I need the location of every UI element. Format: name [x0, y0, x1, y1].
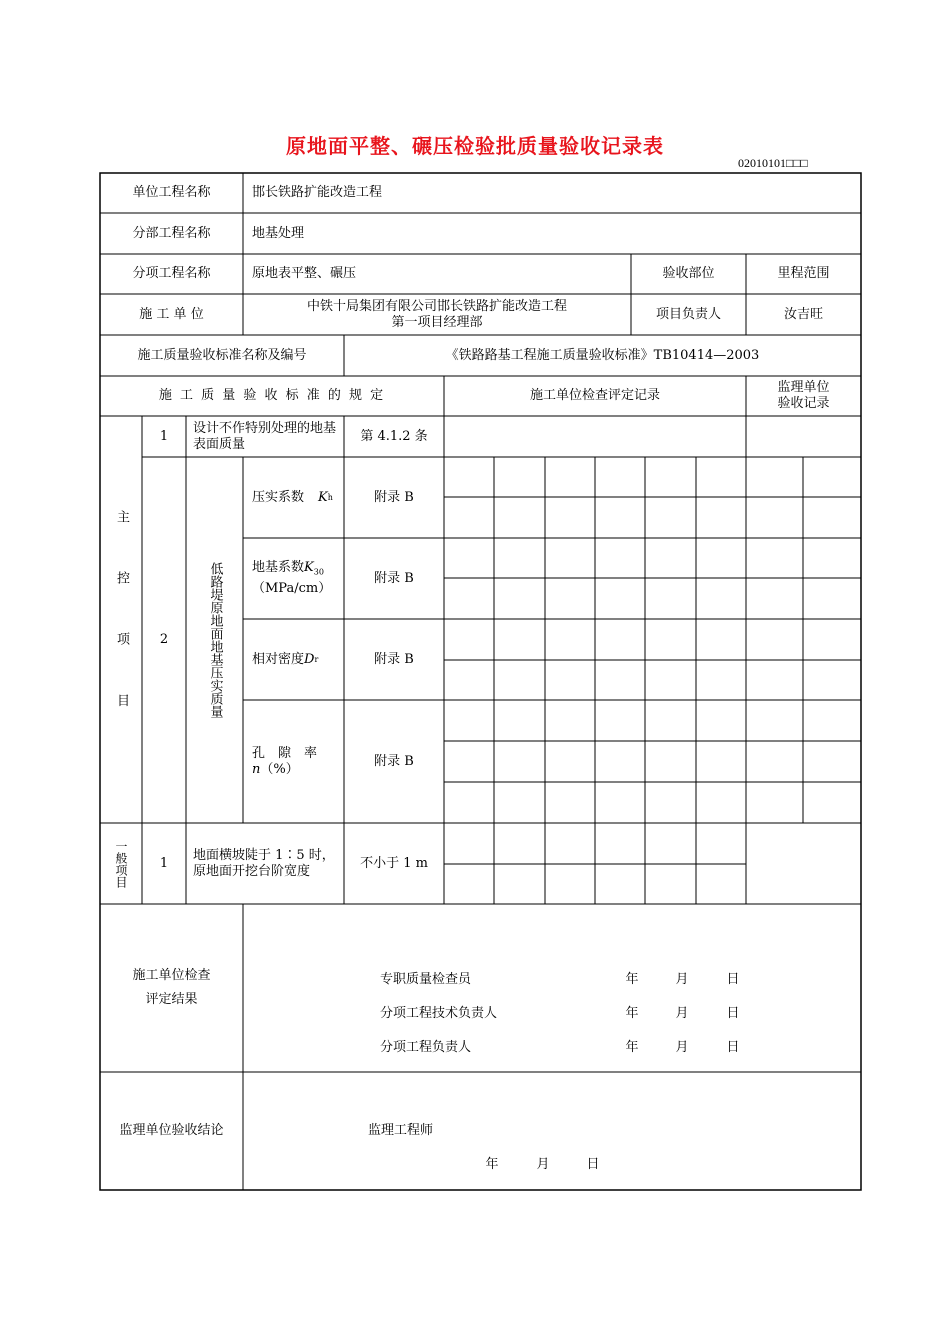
date-day-sup: 日 — [586, 1157, 600, 1172]
contractor-value-line1: 中铁十局集团有限公司邯长铁路扩能改造工程 — [306, 298, 567, 314]
sub-kh-subscript: h — [327, 492, 333, 502]
date-month-2: 月 — [675, 1006, 689, 1021]
sub-kh-ref: 附录 B — [374, 489, 414, 505]
sub-k30 — [252, 538, 340, 619]
supervisor-record-header — [746, 376, 861, 416]
page-title: 原地面平整、碾压检验批质量验收记录表 — [286, 134, 664, 158]
contractor-result-label-line1: 施工单位检查 — [132, 968, 211, 983]
date-year-3: 年 — [625, 1040, 639, 1055]
contractor-result-label-line2: 评定结果 — [145, 992, 198, 1007]
acceptance-part-label: 验收部位 — [662, 266, 715, 281]
date-year-2: 年 — [625, 1006, 639, 1021]
sub-k30-subscript: 30 — [313, 567, 324, 577]
contractor-record-header: 施工单位检查评定记录 — [529, 388, 660, 403]
date-month-1: 月 — [675, 972, 689, 987]
sub-dr-subscript: r — [314, 654, 319, 664]
date-month-3: 月 — [675, 1040, 689, 1055]
sign-quality-inspector: 专职质量检查员 — [380, 972, 472, 987]
contractor-result-label — [100, 904, 243, 1072]
form-code: 02010101□□□ — [738, 156, 808, 170]
sign-supervising-engineer: 监理工程师 — [368, 1123, 434, 1138]
sub-dr — [252, 619, 340, 700]
spec-header: 施 工 质 量 验 收 标 准 的 规 定 — [158, 388, 386, 403]
unit-project-label: 单位工程名称 — [132, 185, 211, 200]
main-control-label-text: 主 控 项 目 — [114, 510, 129, 729]
main-control-label — [100, 416, 142, 823]
date-month-sup: 月 — [536, 1157, 550, 1172]
contractor-value-line2: 第一项目经理部 — [391, 314, 483, 330]
sub-porosity-symbol: n — [252, 761, 261, 777]
general-label-text: 一般项目 — [114, 839, 128, 888]
contractor-label: 施 工 单 位 — [139, 306, 204, 322]
date-day-2: 日 — [726, 1006, 740, 1021]
standard-value: 《铁路路基工程施工质量验收标准》TB10414—2003 — [445, 347, 760, 363]
date-year-1: 年 — [625, 972, 639, 987]
supervisor-record-header-line1: 监理单位 — [777, 380, 830, 395]
sign-subitem-lead: 分项工程负责人 — [380, 1040, 472, 1055]
main-item1-ref: 第 4.1.2 条 — [360, 428, 428, 444]
standard-label: 施工质量验收标准名称及编号 — [137, 347, 307, 363]
main-item2-desc — [186, 457, 243, 823]
sign-tech-lead: 分项工程技术负责人 — [380, 1006, 498, 1021]
sub-k30-name: 地基系数 — [252, 560, 305, 576]
sub-dr-ref: 附录 B — [374, 651, 414, 667]
acceptance-part-value: 里程范围 — [777, 266, 830, 281]
general-label — [100, 823, 142, 904]
main-item1-desc: 设计不作特别处理的地基表面质量 — [193, 420, 337, 452]
project-manager-label: 项目负责人 — [655, 306, 721, 322]
sub-porosity-name: 孔 隙 率 — [252, 745, 318, 761]
sub-porosity — [252, 700, 340, 823]
unit-project-value: 邯长铁路扩能改造工程 — [252, 185, 383, 200]
supervisor-record-header-line2: 验收记录 — [777, 396, 830, 411]
sub-k30-ref: 附录 B — [374, 570, 414, 586]
sub-dr-symbol: D — [304, 651, 315, 667]
date-day-3: 日 — [726, 1040, 740, 1055]
sub-k30-unit: （MPa/cm） — [252, 580, 332, 596]
sub-kh-name: 压实系数 — [252, 489, 305, 505]
date-day-1: 日 — [726, 972, 740, 987]
contractor-value — [243, 294, 631, 335]
main-item2-desc-text: 低路堤原地面地基压实质量 — [207, 562, 223, 718]
sub-k30-symbol: K — [304, 560, 314, 576]
sub-porosity-ref: 附录 B — [374, 753, 414, 769]
sub-kh-symbol: K — [318, 489, 328, 505]
sub-kh — [252, 457, 340, 538]
supervisor-result-label: 监理单位验收结论 — [119, 1123, 224, 1138]
division-label: 分部工程名称 — [132, 225, 211, 241]
sub-dr-name: 相对密度 — [252, 651, 305, 667]
main-item2-no: 2 — [159, 632, 169, 647]
project-manager-value: 汝吉旺 — [783, 306, 823, 322]
date-year-sup: 年 — [485, 1157, 499, 1172]
general-item-desc: 地面横坡陡于 1∶5 时，原地面开挖台阶宽度 — [193, 847, 335, 879]
general-item-no: 1 — [159, 855, 169, 871]
main-item1-no: 1 — [159, 428, 169, 444]
division-value: 地基处理 — [252, 225, 305, 241]
sub-porosity-unit: （%） — [260, 761, 299, 777]
general-item-ref: 不小于 1 m — [360, 855, 428, 871]
subitem-value: 原地表平整、碾压 — [252, 266, 357, 281]
subitem-label: 分项工程名称 — [132, 266, 211, 281]
